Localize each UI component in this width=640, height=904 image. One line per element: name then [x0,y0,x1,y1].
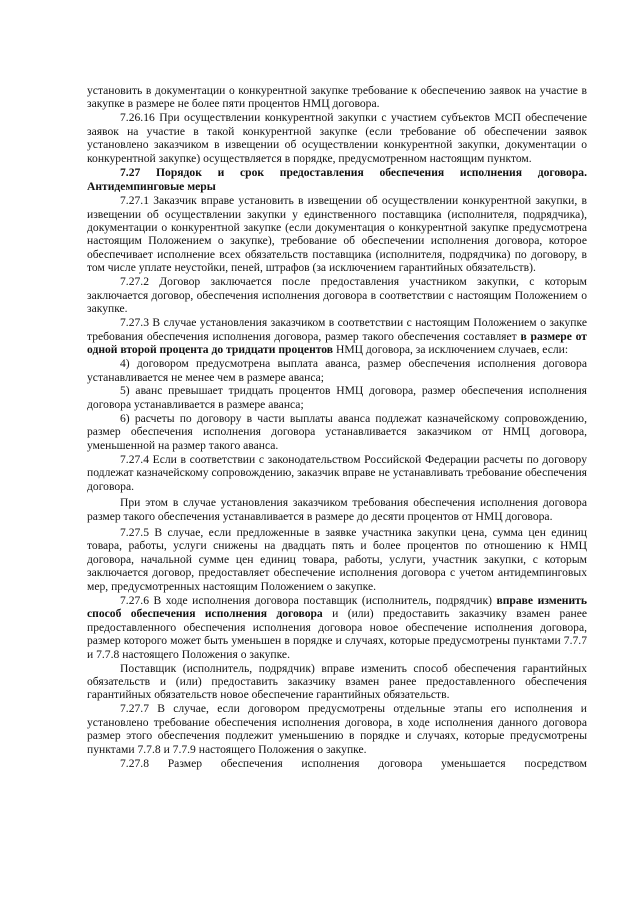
text-run: 4) договором предусмотрена выплата аванса, размер обеспечения исполнения договора устанавливается не менее чем в размере аванса; [87,357,587,384]
heading-text: 7.27 Порядок и срок предоставления обеспечения исполнения договора. Антидемпинговые меры [87,166,587,193]
paragraph-7-27-4 [87,453,587,493]
text-run: 7.26.16 При осуществлении конкурентной закупки с участием субъектов МСП обеспечение заявок на участие в такой конкурентной закупке (если требование об обеспечении заявок установлено заказчиком в извещении об осуществлении конкурентной закупки, документации о конкурентной закупке) осуществляется в порядке, предусмотренном настоящим пунктом. [87,111,587,165]
paragraph-7-27-7 [87,702,587,756]
paragraph-7-27-8 [87,757,587,770]
bold-text-run: в размере от одной второй процента до тридцати процентов [87,329,587,357]
text-run: При этом в случае установления заказчиком требования обеспечения исполнения договора размер такого обеспечения устанавливается в размере до десяти процентов от НМЦ договора. [87,496,587,523]
section-heading-7-27 [87,166,587,193]
paragraph-continuation [87,84,587,111]
text-run: 7.27.3 В случае установления заказчиком в соответствии с настоящим Положением о закупке требования обеспечения исполнения договора, размер такого обеспечения составляет [87,316,587,343]
list-item-4 [87,357,587,384]
paragraph-7-27-1 [87,194,587,275]
text-run: 7.27.5 В случае, если предложенные в заявке участника закупки цена, сумма цен единиц товара, работы, услуги снижены на двадцать пять и более процентов по отношению к НМЦ договора, начальной сумме цен единиц товара, работы, услуги, участник закупки, с которым заключается договор, предоставляет обеспечение исполнения договора с учетом антидемпинговых мер, предусмотренных настоящим Положением о закупке. [87,526,587,593]
text-run: 7.27.1 Заказчик вправе установить в извещении об осуществлении конкурентной закупки, в извещении об осуществлении закупки у единственного поставщика (исполнителя, подрядчика), документации о конкурентной закупке (если документация о конкурентной закупке предусмотрена настоящим Положением о закупке), требование об обеспечении исполнения договора, которое обеспечивает исполнение всех обязательств поставщика (исполнителя, подрядчика) по договору, в том числе уплате неустойки, пеней, штрафов (за исключением гарантийных обязательств). [87,194,587,275]
text-run: 7.27.7 В случае, если договором предусмотрены отдельные этапы его исполнения и установлено требование обеспечения исполнения договора, в ходе исполнения данного договора размер этого обеспечения подлежит уменьшению в порядке и случаях, которые предусмотрены пунктами 7.7.8 и 7.7.9 настоящего Положения о закупке. [87,702,587,756]
paragraph-7-27-2 [87,275,587,315]
list-item-5 [87,384,587,411]
text-run: установить в документации о конкурентной закупке требование к обеспечению заявок на участие в закупке в размере не более пяти процентов НМЦ договора. [87,84,587,111]
text-run: 7.27.6 В ходе исполнения договора поставщик (исполнитель, подрядчик) [120,593,497,607]
bold-text-run: вправе изменить способ обеспечения исполнения договора [87,593,587,621]
paragraph-7-27-5 [87,526,587,593]
paragraph-7-27-3 [87,316,587,356]
text-run: 5) аванс превышает тридцать процентов НМЦ договора, размер обеспечения исполнения договора устанавливается в размере аванса; [87,384,587,411]
paragraph-7-27-4-note [87,496,587,523]
paragraph-7-26-16 [87,111,587,165]
text-run: 7.27.2 Договор заключается после предоставления участником закупки, с которым заключается договор, обеспечения исполнения договора в соответствии с настоящим Положением о закупке. [87,275,587,316]
paragraph-7-27-6 [87,594,587,661]
text-run: и (или) предоставить заказчику взамен ранее предоставленного обеспечения исполнения договора новое обеспечение исполнения договора, размер которого может быть уменьшен в порядке и случаях, которые предусмотрены пунктами 7.7.7 и 7.7.8 настоящего Положения о закупке. [87,607,587,661]
text-run: 7.27.4 Если в соответствии с законодательством Российской Федерации расчеты по договору подлежат казначейскому сопровождению, заказчик вправе не устанавливать требование обеспечения договора. [87,452,587,493]
text-run: НМЦ договора, за исключением случаев, если: [333,343,569,357]
text-run: 6) расчеты по договору в части выплаты аванса подлежат казначейскому сопровождению, размер обеспечения исполнения договора устанавливается заказчиком от НМЦ договора, уменьшенной на размер такого аванса. [87,411,587,452]
list-item-6 [87,412,587,452]
paragraph-7-27-6-note [87,662,587,702]
document-page [87,84,587,770]
text-run: Поставщик (исполнитель, подрядчик) вправе изменить способ обеспечения гарантийных обязательств и (или) предоставить заказчику взамен ранее предоставленного обеспечения гарантийных обязательств новое обеспечение гарантийных обязательств. [87,661,587,702]
text-run: 7.27.8 Размер обеспечения исполнения договора уменьшается посредством [120,756,587,770]
